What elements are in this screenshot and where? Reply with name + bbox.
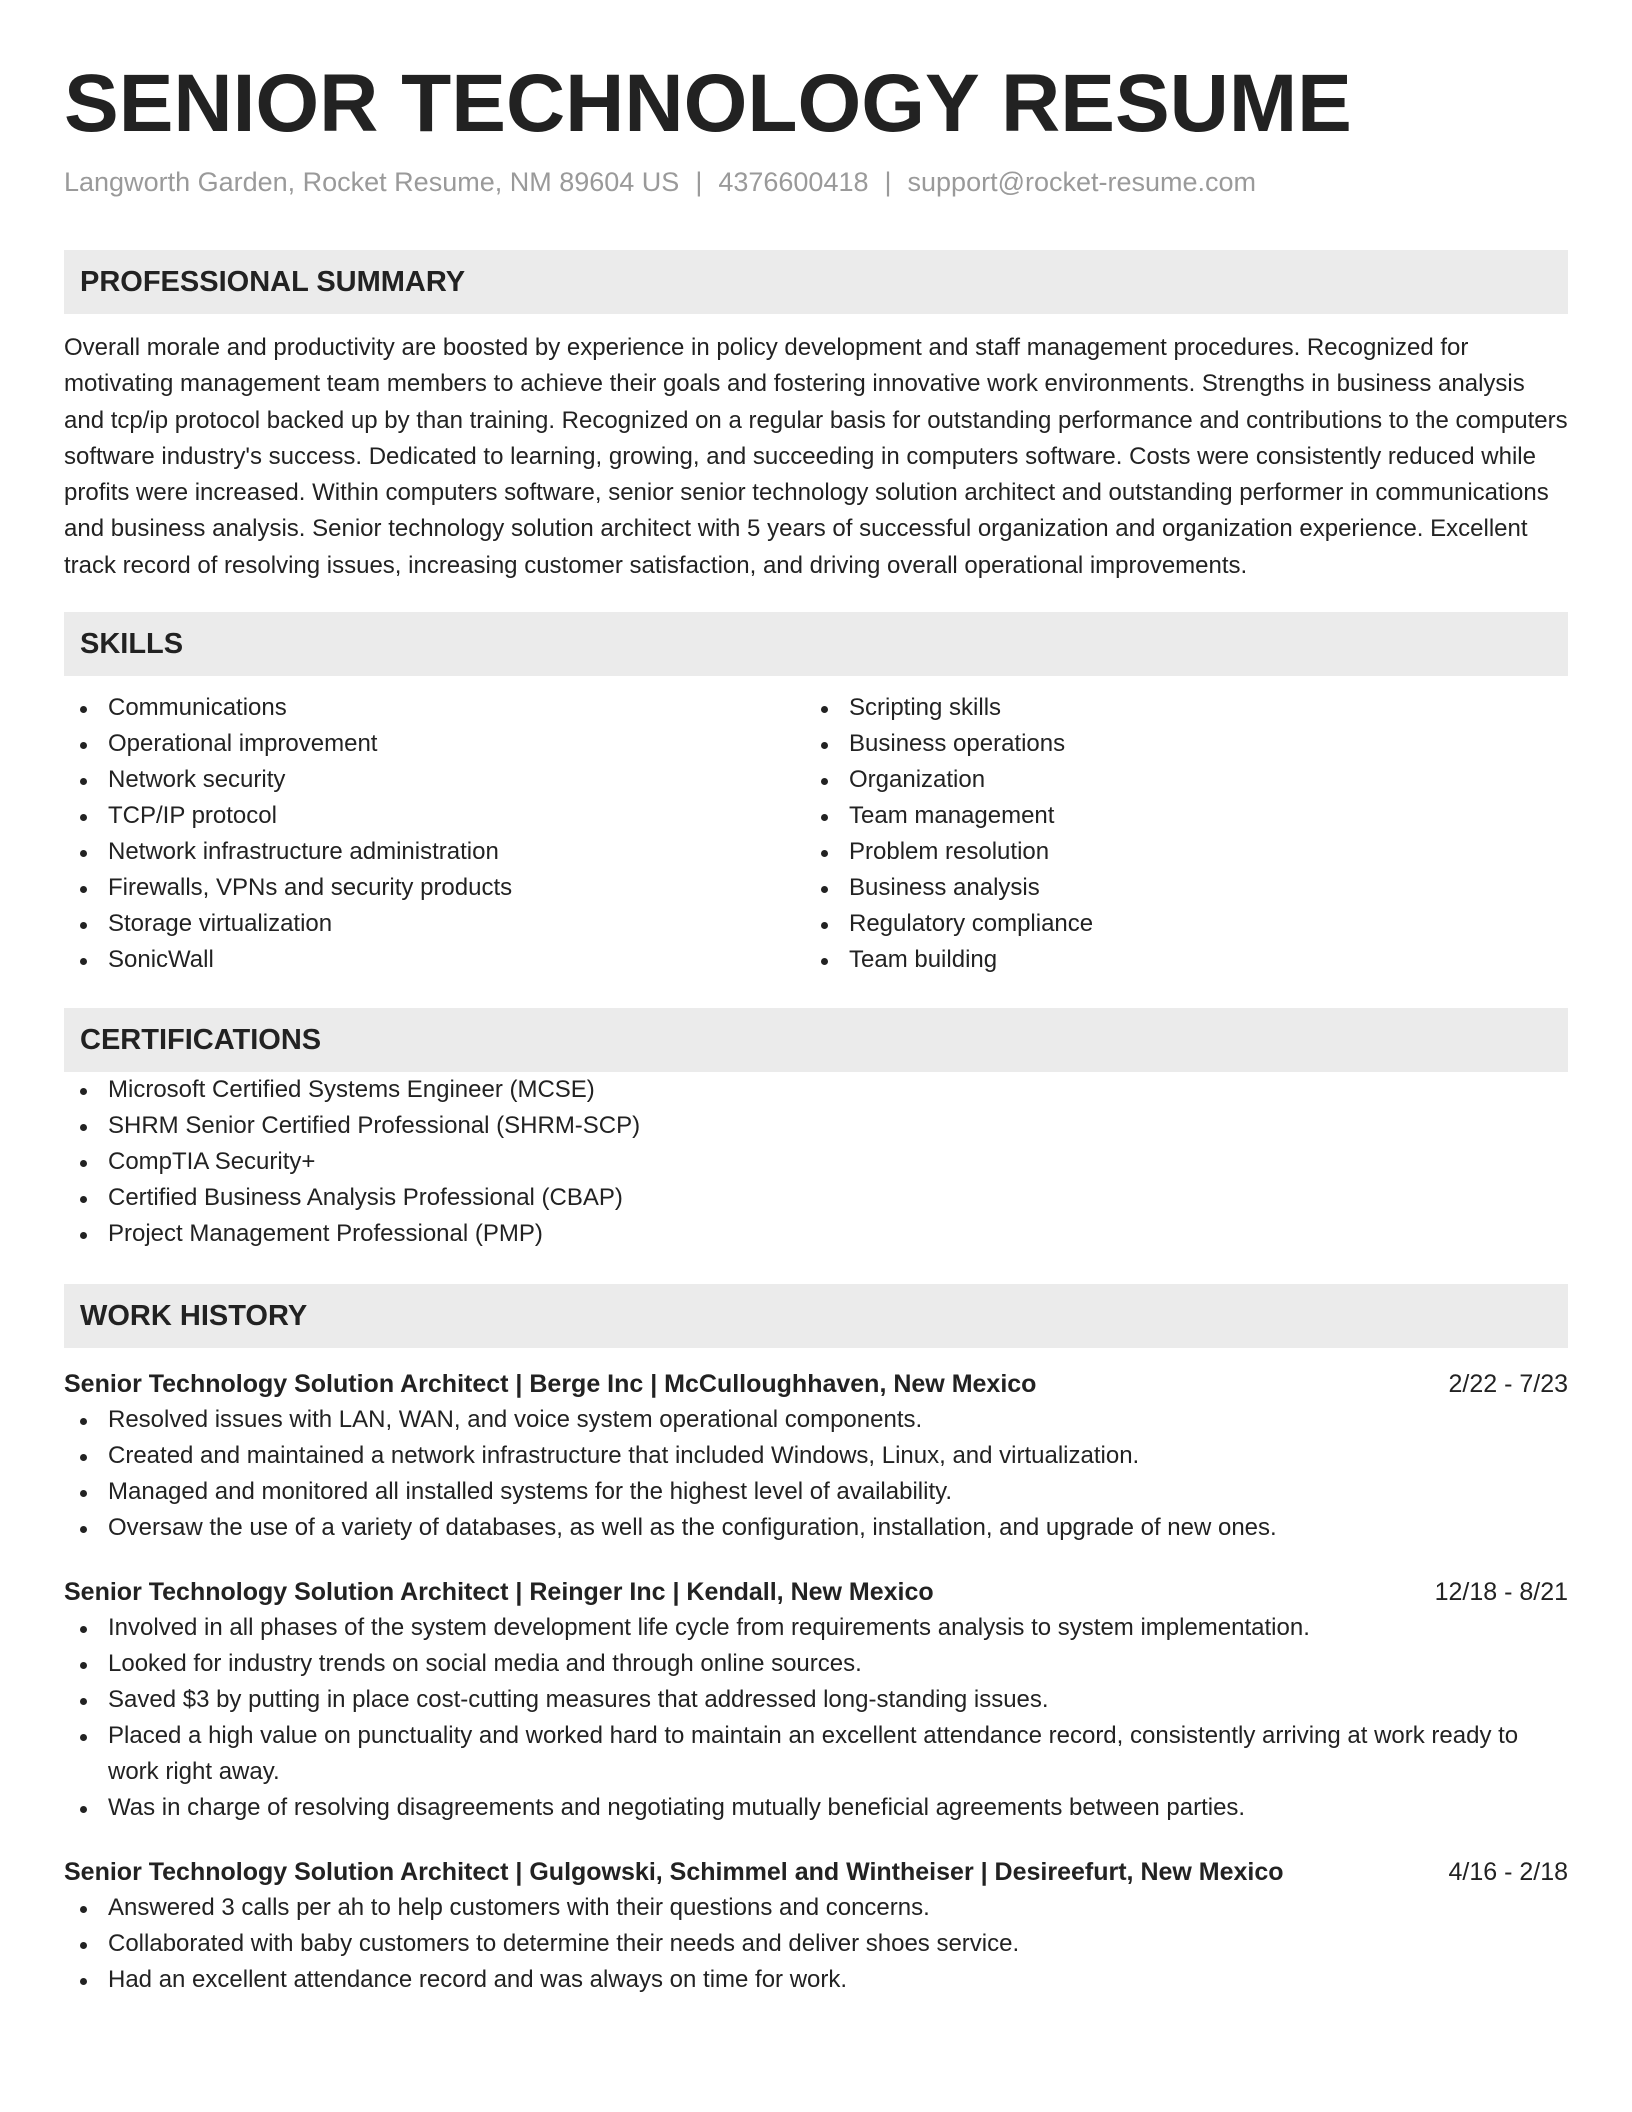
- job-bullet: Oversaw the use of a variety of databases, as well as the configuration, installation, and upgrade of new ones.: [64, 1510, 1568, 1546]
- contact-separator: |: [884, 167, 892, 197]
- skill-item: Operational improvement: [64, 726, 805, 762]
- skill-item: Business operations: [805, 726, 1546, 762]
- resume-title: SENIOR TECHNOLOGY RESUME: [64, 58, 1352, 149]
- skills-list-right: [805, 690, 1546, 978]
- certification-item: Project Management Professional (PMP): [64, 1216, 1568, 1252]
- job-bullet: Involved in all phases of the system development life cycle from requirements analysis to system implementation.: [64, 1610, 1568, 1646]
- job-bullets: [64, 1402, 1568, 1546]
- contact-address: Langworth Garden, Rocket Resume, NM 89604 US: [64, 167, 680, 197]
- contact-email: support@rocket-resume.com: [907, 167, 1257, 197]
- skill-item: Network infrastructure administration: [64, 834, 805, 870]
- skill-item: Problem resolution: [805, 834, 1546, 870]
- section-header-work-history: WORK HISTORY: [64, 1284, 1568, 1348]
- job-bullet: Resolved issues with LAN, WAN, and voice system operational components.: [64, 1402, 1568, 1438]
- job-bullet: Placed a high value on punctuality and worked hard to maintain an excellent attendance record, consistently arriving at work ready to work right away.: [64, 1718, 1568, 1790]
- skill-item: Team management: [805, 798, 1546, 834]
- job-title: Senior Technology Solution Architect | Reinger Inc | Kendall, New Mexico: [64, 1578, 934, 1607]
- certification-item: SHRM Senior Certified Professional (SHRM-SCP): [64, 1108, 1568, 1144]
- skill-item: Team building: [805, 942, 1546, 978]
- skill-item: Communications: [64, 690, 805, 726]
- job-title: Senior Technology Solution Architect | Gulgowski, Schimmel and Wintheiser | Desireefurt, New Mexico: [64, 1858, 1284, 1887]
- section-header-skills: SKILLS: [64, 612, 1568, 676]
- skill-item: Storage virtualization: [64, 906, 805, 942]
- skill-item: Regulatory compliance: [805, 906, 1546, 942]
- skill-item: Business analysis: [805, 870, 1546, 906]
- job-dates: 12/18 - 8/21: [1434, 1578, 1568, 1607]
- job-entry: [64, 1366, 1568, 1546]
- job-bullet: Created and maintained a network infrastructure that included Windows, Linux, and virtualization.: [64, 1438, 1568, 1474]
- section-header-certifications: CERTIFICATIONS: [64, 1008, 1568, 1072]
- contact-phone: 4376600418: [718, 167, 869, 197]
- certification-item: CompTIA Security+: [64, 1144, 1568, 1180]
- skill-item: Organization: [805, 762, 1546, 798]
- job-bullet: Looked for industry trends on social media and through online sources.: [64, 1646, 1568, 1682]
- certification-item: Certified Business Analysis Professional (CBAP): [64, 1180, 1568, 1216]
- job-entry: [64, 1574, 1568, 1826]
- certification-item: Microsoft Certified Systems Engineer (MCSE): [64, 1072, 1568, 1108]
- skill-item: Scripting skills: [805, 690, 1546, 726]
- skills-list-left: [64, 690, 805, 978]
- section-header-professional-summary: PROFESSIONAL SUMMARY: [64, 250, 1568, 314]
- job-header: [64, 1854, 1568, 1890]
- skills-column-right: [805, 690, 1546, 978]
- professional-summary-text: Overall morale and productivity are boosted by experience in policy development and staff management procedures. Recognized for motivating management team members to achieve their goals and fostering innovative work environments. Strengths in business analysis and tcp/ip protocol backed up by than training. Recognized on a regular basis for outstanding performance and contributions to the computers software industry's success. Dedicated to learning, growing, and succeeding in computers software. Costs were consistently reduced while profits were increased. Within computers software, senior senior technology solution architect and outstanding performer in communications and business analysis. Senior technology solution architect with 5 years of successful organization and organization experience. Excellent track record of resolving issues, increasing customer satisfaction, and driving overall operational improvements.: [64, 334, 1568, 579]
- job-header: [64, 1366, 1568, 1402]
- certifications-list: [64, 1072, 1568, 1252]
- contact-separator: |: [695, 167, 703, 197]
- job-bullet: Answered 3 calls per ah to help customers with their questions and concerns.: [64, 1890, 1568, 1926]
- skill-item: Network security: [64, 762, 805, 798]
- contact-line: [64, 164, 1568, 200]
- job-title: Senior Technology Solution Architect | Berge Inc | McCulloughhaven, New Mexico: [64, 1370, 1037, 1399]
- skill-item: Firewalls, VPNs and security products: [64, 870, 805, 906]
- skills-column-left: [64, 690, 805, 978]
- job-bullet: Managed and monitored all installed systems for the highest level of availability.: [64, 1474, 1568, 1510]
- job-dates: 4/16 - 2/18: [1448, 1858, 1568, 1887]
- job-header: [64, 1574, 1568, 1610]
- job-bullet: Was in charge of resolving disagreements and negotiating mutually beneficial agreements between parties.: [64, 1790, 1568, 1826]
- skills-grid: [64, 690, 1568, 978]
- job-entry: [64, 1854, 1568, 1998]
- job-bullets: [64, 1610, 1568, 1826]
- skill-item: TCP/IP protocol: [64, 798, 805, 834]
- job-bullets: [64, 1890, 1568, 1998]
- skill-item: SonicWall: [64, 942, 805, 978]
- job-dates: 2/22 - 7/23: [1448, 1370, 1568, 1399]
- job-bullet: Saved $3 by putting in place cost-cutting measures that addressed long-standing issues.: [64, 1682, 1568, 1718]
- job-bullet: Collaborated with baby customers to determine their needs and deliver shoes service.: [64, 1926, 1568, 1962]
- job-bullet: Had an excellent attendance record and was always on time for work.: [64, 1962, 1568, 1998]
